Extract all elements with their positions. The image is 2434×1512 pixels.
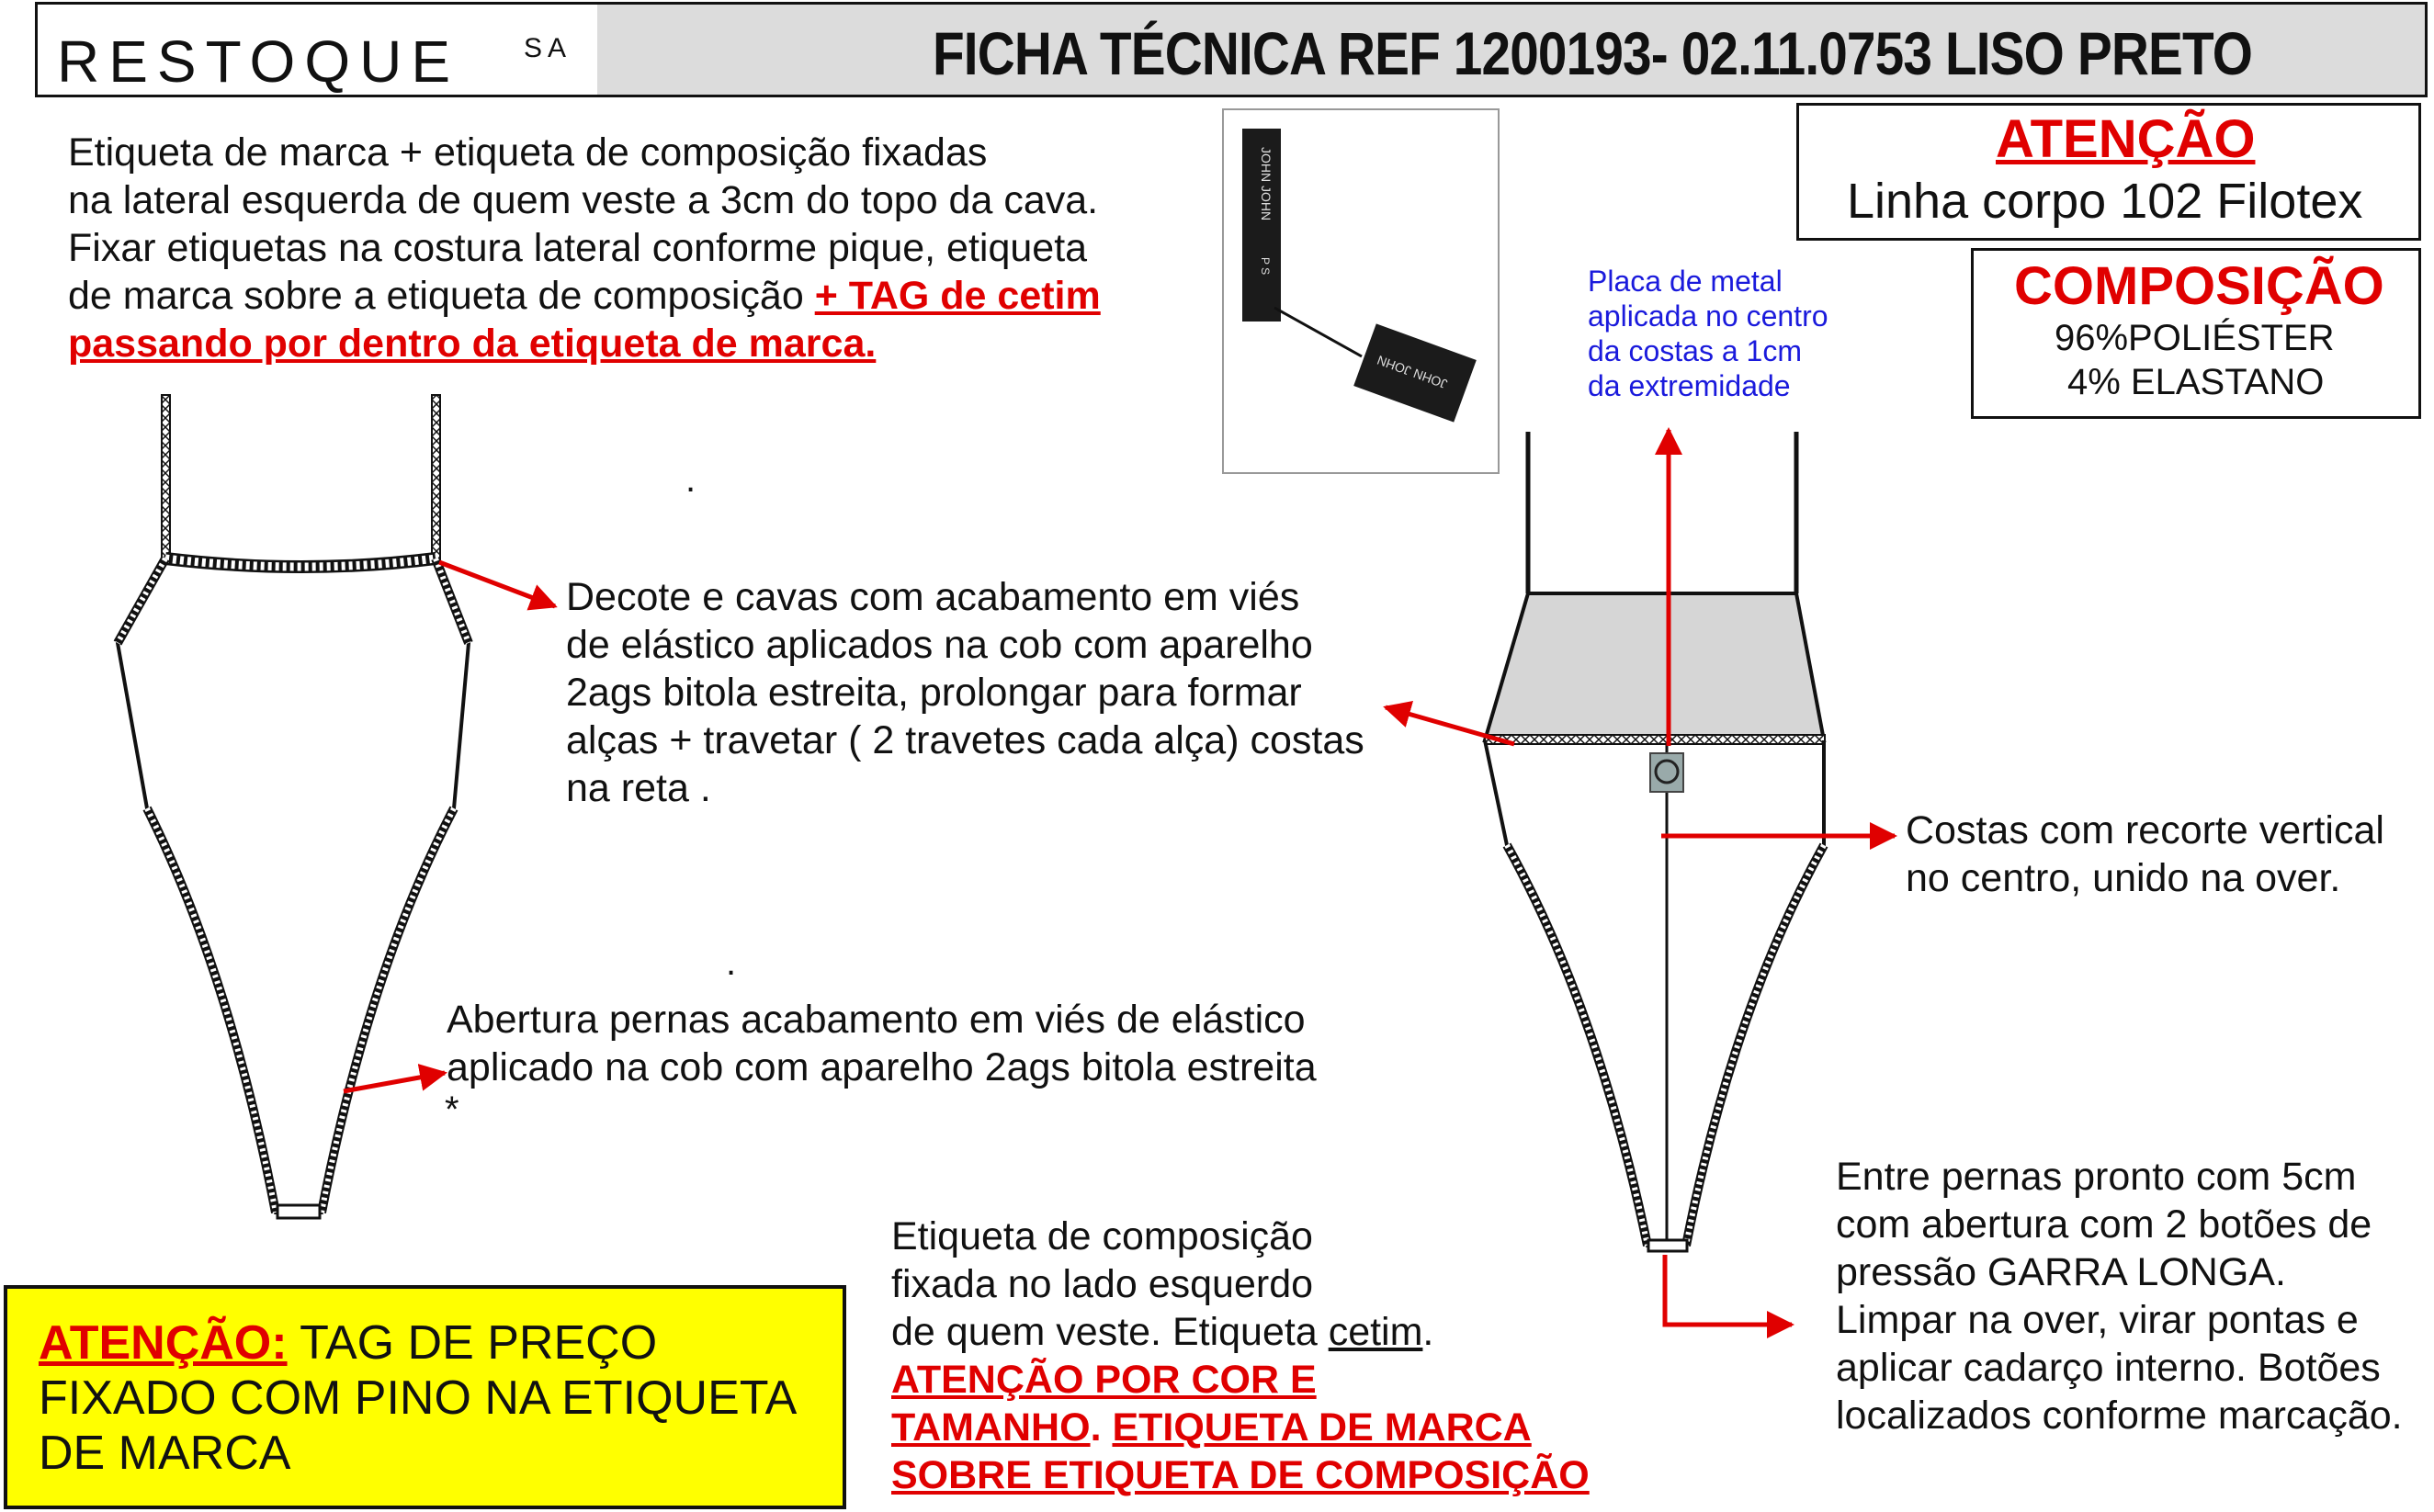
svg-text:P S: P S (1259, 257, 1272, 276)
svg-text:JOHN JOHN: JOHN JOHN (1259, 147, 1274, 221)
crotch-note: Entre pernas pronto com 5cm com abertura com 2 botões de pressão GARRA LONGA. Limpar na over, virar pontas e aplicar cadarço interno. Botões localizados conforme marcação. (1836, 1155, 2403, 1438)
dot-mark: . (726, 942, 737, 983)
price-tag-warning: ATENÇÃO: TAG DE PREÇO FIXADO COM PINO NA ETIQUETA DE MARCA (39, 1316, 798, 1480)
composition-elastane: 4% ELASTANO (2067, 362, 2325, 402)
front-view-drawing (118, 395, 469, 1218)
color-size-warning: ATENÇÃO POR COR E (891, 1358, 1317, 1402)
composition-label-note: Etiqueta de composição fixada no lado esquerdo de quem veste. Etiqueta cetim. ATENÇÃO POR COR E TAMANHO. ETIQUETA DE MARCA SOBRE ETIQUETA DE COMPOSIÇÃO (891, 1214, 1590, 1497)
satin-tag-note-continued: passando por dentro da etiqueta de marca. (68, 322, 877, 366)
asterisk-mark: * (445, 1089, 459, 1130)
composition-polyester: 96%POLIÉSTER (2055, 318, 2335, 358)
neckline-note: Decote e cavas com acabamento em viés de elástico aplicados na cob com aparelho 2ags bitola estreita, prolongar para formar alças + travetar ( 2 travetes cada alça) costas na reta . (566, 575, 1364, 810)
brand-logo: RESTOQUE (57, 28, 459, 95)
dot-mark: . (685, 459, 696, 500)
neckline-arrow (439, 562, 555, 606)
crotch-arrow (1665, 1255, 1792, 1325)
leg-opening-note: Abertura pernas acabamento em viés de elástico aplicado na cob com aparelho 2ags bitola estreita (447, 998, 1317, 1089)
back-view-drawing (1485, 432, 1825, 1251)
brand-logo-suffix: SA (524, 33, 572, 63)
page-title: FICHA TÉCNICA REF 1200193- 02.11.0753 LISO PRETO (933, 19, 2253, 87)
label-instructions-line: na lateral esquerda de quem veste a 3cm do topo da cava. (68, 178, 1099, 222)
leg-opening-arrow (344, 1073, 445, 1091)
composition-title: COMPOSIÇÃO (2014, 256, 2384, 316)
svg-text:JOHN JOHN: JOHN JOHN (1375, 352, 1450, 392)
label-instructions-line: Etiqueta de marca + etiqueta de composição fixadas (68, 130, 988, 175)
thread-note: Linha corpo 102 Filotex (1847, 174, 2363, 229)
back-seam-note: Costas com recorte vertical no centro, unido na over. (1906, 808, 2384, 900)
satin-tag-note: + TAG de cetim (814, 274, 1101, 318)
label-instructions-line: Fixar etiquetas na costura lateral conforme pique, etiqueta (68, 226, 1088, 270)
attention-title: ATENÇÃO (1996, 109, 2256, 169)
label-instructions-line: de marca sobre a etiqueta de composição + TAG de cetim (68, 274, 1101, 318)
metal-plate-note: Placa de metal aplicada no centro da costas a 1cm da extremidade (1588, 265, 1828, 402)
